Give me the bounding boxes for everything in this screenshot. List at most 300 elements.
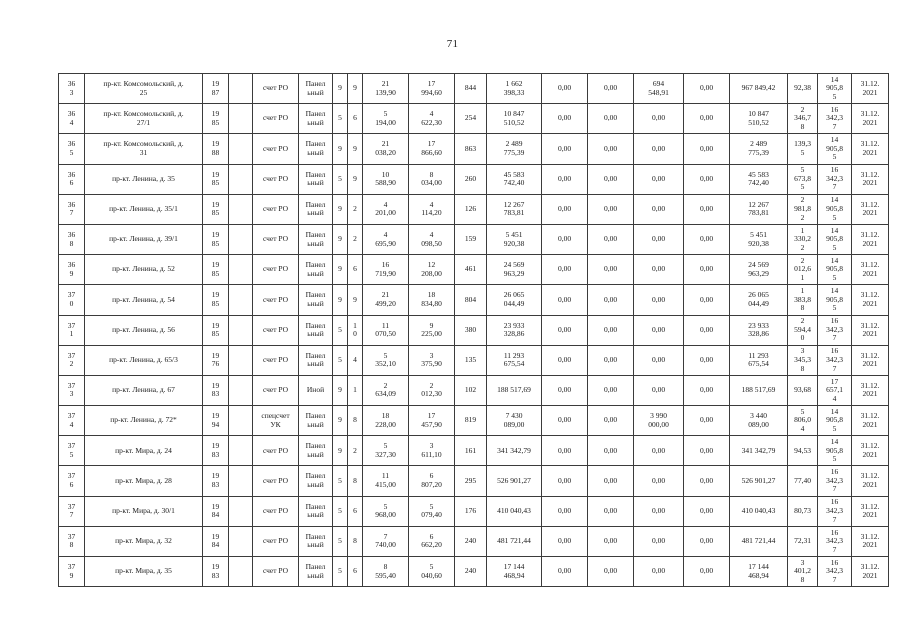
total-cost-cell: 188 517,69 (487, 375, 542, 405)
table-row (59, 315, 889, 345)
cost-regional-cell: 0,00 (588, 375, 634, 405)
total-area-cell: 11 070,50 (363, 315, 409, 345)
address-cell: пр-кт. Ленина, д. 56 (85, 315, 203, 345)
completion-date-cell: 31.12. 2021 (852, 496, 889, 526)
fund-method-cell: счет РО (253, 134, 299, 164)
floors-cell: 9 (333, 375, 348, 405)
table-row (59, 466, 889, 496)
floors-cell: 9 (333, 134, 348, 164)
total-cost-cell: 12 267 783,81 (487, 194, 542, 224)
cost-owners-cell: 410 040,43 (730, 496, 788, 526)
unit-cost-cell: 72,31 (788, 526, 818, 556)
build-year-cell: 19 85 (203, 315, 229, 345)
total-cost-cell: 5 451 920,38 (487, 224, 542, 254)
total-area-cell: 4 695,90 (363, 224, 409, 254)
completion-date-cell: 31.12. 2021 (852, 224, 889, 254)
floors-cell: 9 (333, 255, 348, 285)
unit-limit-cell: 14 905,8 5 (818, 224, 852, 254)
row-number-cell: 37 7 (59, 496, 85, 526)
unit-limit-cell: 16 342,3 7 (818, 466, 852, 496)
completion-date-cell: 31.12. 2021 (852, 406, 889, 436)
living-area-cell: 8 034,00 (409, 164, 455, 194)
floors-cell: 5 (333, 345, 348, 375)
wall-material-cell: Панел ьный (299, 436, 333, 466)
total-cost-cell: 23 933 328,86 (487, 315, 542, 345)
unit-limit-cell: 14 905,8 5 (818, 255, 852, 285)
living-area-cell: 17 457,90 (409, 406, 455, 436)
fund-method-cell: счет РО (253, 194, 299, 224)
table-row (59, 194, 889, 224)
total-cost-cell: 410 040,43 (487, 496, 542, 526)
blank-cell (229, 526, 253, 556)
wall-material-cell: Иной (299, 375, 333, 405)
cost-local-cell: 0,00 (634, 496, 684, 526)
build-year-cell: 19 85 (203, 194, 229, 224)
floors-cell: 9 (333, 224, 348, 254)
address-cell: пр-кт. Мира, д. 24 (85, 436, 203, 466)
total-area-cell: 4 201,00 (363, 194, 409, 224)
completion-date-cell: 31.12. 2021 (852, 104, 889, 134)
unit-limit-cell: 14 905,8 5 (818, 134, 852, 164)
completion-date-cell: 31.12. 2021 (852, 345, 889, 375)
unit-limit-cell: 14 905,8 5 (818, 74, 852, 104)
cost-owners-cell: 188 517,69 (730, 375, 788, 405)
residents-cell: 161 (455, 436, 487, 466)
cost-federal-cell: 0,00 (542, 436, 588, 466)
cost-other-cell: 0,00 (684, 194, 730, 224)
blank-cell (229, 315, 253, 345)
cost-owners-cell: 12 267 783,81 (730, 194, 788, 224)
row-number-cell: 36 4 (59, 104, 85, 134)
row-number-cell: 37 1 (59, 315, 85, 345)
fund-method-cell: счет РО (253, 224, 299, 254)
cost-local-cell: 0,00 (634, 134, 684, 164)
fund-method-cell: счет РО (253, 345, 299, 375)
cost-federal-cell: 0,00 (542, 134, 588, 164)
residents-cell: 159 (455, 224, 487, 254)
cost-owners-cell: 3 440 089,00 (730, 406, 788, 436)
unit-cost-cell: 1 330,2 2 (788, 224, 818, 254)
unit-cost-cell: 1 383,8 8 (788, 285, 818, 315)
cost-federal-cell: 0,00 (542, 224, 588, 254)
residents-cell: 804 (455, 285, 487, 315)
cost-regional-cell: 0,00 (588, 74, 634, 104)
cost-local-cell: 0,00 (634, 557, 684, 587)
total-cost-cell: 17 144 468,94 (487, 557, 542, 587)
floors-cell: 9 (333, 406, 348, 436)
address-cell: пр-кт. Ленина, д. 67 (85, 375, 203, 405)
table-row (59, 557, 889, 587)
residents-cell: 844 (455, 74, 487, 104)
floors-cell: 5 (333, 466, 348, 496)
build-year-cell: 19 83 (203, 557, 229, 587)
table-row (59, 436, 889, 466)
total-area-cell: 21 499,20 (363, 285, 409, 315)
address-cell: пр-кт. Мира, д. 30/1 (85, 496, 203, 526)
cost-other-cell: 0,00 (684, 345, 730, 375)
cost-owners-cell: 2 489 775,39 (730, 134, 788, 164)
cost-other-cell: 0,00 (684, 164, 730, 194)
wall-material-cell: Панел ьный (299, 194, 333, 224)
living-area-cell: 17 866,60 (409, 134, 455, 164)
cost-local-cell: 694 548,91 (634, 74, 684, 104)
build-year-cell: 19 85 (203, 164, 229, 194)
cost-federal-cell: 0,00 (542, 74, 588, 104)
cost-other-cell: 0,00 (684, 315, 730, 345)
entrances-cell: 9 (348, 134, 363, 164)
blank-cell (229, 104, 253, 134)
unit-limit-cell: 16 342,3 7 (818, 557, 852, 587)
unit-cost-cell: 77,40 (788, 466, 818, 496)
entrances-cell: 6 (348, 255, 363, 285)
wall-material-cell: Панел ьный (299, 164, 333, 194)
wall-material-cell: Панел ьный (299, 74, 333, 104)
completion-date-cell: 31.12. 2021 (852, 134, 889, 164)
fund-method-cell: счет РО (253, 164, 299, 194)
residents-cell: 135 (455, 345, 487, 375)
wall-material-cell: Панел ьный (299, 134, 333, 164)
unit-cost-cell: 94,53 (788, 436, 818, 466)
row-number-cell: 37 3 (59, 375, 85, 405)
address-cell: пр-кт. Ленина, д. 72* (85, 406, 203, 436)
total-area-cell: 21 139,90 (363, 74, 409, 104)
total-area-cell: 10 588,90 (363, 164, 409, 194)
cost-regional-cell: 0,00 (588, 194, 634, 224)
floors-cell: 9 (333, 194, 348, 224)
total-cost-cell: 24 569 963,29 (487, 255, 542, 285)
blank-cell (229, 466, 253, 496)
total-cost-cell: 481 721,44 (487, 526, 542, 556)
living-area-cell: 12 208,00 (409, 255, 455, 285)
total-area-cell: 18 228,00 (363, 406, 409, 436)
cost-regional-cell: 0,00 (588, 315, 634, 345)
cost-owners-cell: 17 144 468,94 (730, 557, 788, 587)
build-year-cell: 19 85 (203, 104, 229, 134)
cost-other-cell: 0,00 (684, 557, 730, 587)
fund-method-cell: счет РО (253, 104, 299, 134)
blank-cell (229, 164, 253, 194)
total-cost-cell: 341 342,79 (487, 436, 542, 466)
cost-regional-cell: 0,00 (588, 255, 634, 285)
row-number-cell: 37 4 (59, 406, 85, 436)
row-number-cell: 37 9 (59, 557, 85, 587)
living-area-cell: 3 375,90 (409, 345, 455, 375)
unit-cost-cell: 2 012,6 1 (788, 255, 818, 285)
unit-limit-cell: 17 657,1 4 (818, 375, 852, 405)
cost-regional-cell: 0,00 (588, 104, 634, 134)
total-cost-cell: 1 662 398,33 (487, 74, 542, 104)
residents-cell: 126 (455, 194, 487, 224)
build-year-cell: 19 85 (203, 285, 229, 315)
living-area-cell: 3 611,10 (409, 436, 455, 466)
entrances-cell: 6 (348, 104, 363, 134)
blank-cell (229, 375, 253, 405)
table-row (59, 134, 889, 164)
wall-material-cell: Панел ьный (299, 466, 333, 496)
floors-cell: 5 (333, 526, 348, 556)
entrances-cell: 9 (348, 164, 363, 194)
wall-material-cell: Панел ьный (299, 315, 333, 345)
fund-method-cell: спецсчет УК (253, 406, 299, 436)
cost-federal-cell: 0,00 (542, 194, 588, 224)
total-area-cell: 5 194,00 (363, 104, 409, 134)
completion-date-cell: 31.12. 2021 (852, 315, 889, 345)
wall-material-cell: Панел ьный (299, 285, 333, 315)
blank-cell (229, 74, 253, 104)
build-year-cell: 19 83 (203, 375, 229, 405)
entrances-cell: 6 (348, 557, 363, 587)
cost-regional-cell: 0,00 (588, 557, 634, 587)
residents-cell: 295 (455, 466, 487, 496)
table-row (59, 496, 889, 526)
cost-local-cell: 0,00 (634, 375, 684, 405)
entrances-cell: 1 (348, 375, 363, 405)
address-cell: пр-кт. Ленина, д. 35/1 (85, 194, 203, 224)
table-row (59, 74, 889, 104)
residents-cell: 240 (455, 557, 487, 587)
total-area-cell: 8 595,40 (363, 557, 409, 587)
unit-limit-cell: 16 342,3 7 (818, 315, 852, 345)
residents-cell: 863 (455, 134, 487, 164)
living-area-cell: 17 994,60 (409, 74, 455, 104)
cost-owners-cell: 967 849,42 (730, 74, 788, 104)
entrances-cell: 6 (348, 496, 363, 526)
cost-other-cell: 0,00 (684, 526, 730, 556)
build-year-cell: 19 87 (203, 74, 229, 104)
floors-cell: 5 (333, 315, 348, 345)
cost-regional-cell: 0,00 (588, 466, 634, 496)
table-row (59, 345, 889, 375)
blank-cell (229, 345, 253, 375)
wall-material-cell: Панел ьный (299, 104, 333, 134)
cost-federal-cell: 0,00 (542, 375, 588, 405)
blank-cell (229, 255, 253, 285)
total-area-cell: 11 415,00 (363, 466, 409, 496)
wall-material-cell: Панел ьный (299, 526, 333, 556)
unit-cost-cell: 2 981,8 2 (788, 194, 818, 224)
cost-local-cell: 0,00 (634, 224, 684, 254)
cost-regional-cell: 0,00 (588, 134, 634, 164)
address-cell: пр-кт. Комсомольский, д. 27/1 (85, 104, 203, 134)
residents-cell: 240 (455, 526, 487, 556)
living-area-cell: 4 098,50 (409, 224, 455, 254)
unit-cost-cell: 5 673,8 5 (788, 164, 818, 194)
entrances-cell: 9 (348, 285, 363, 315)
living-area-cell: 18 834,80 (409, 285, 455, 315)
row-number-cell: 36 7 (59, 194, 85, 224)
row-number-cell: 37 0 (59, 285, 85, 315)
total-area-cell: 5 327,30 (363, 436, 409, 466)
row-number-cell: 36 3 (59, 74, 85, 104)
housing-registry-table (58, 73, 889, 587)
fund-method-cell: счет РО (253, 526, 299, 556)
address-cell: пр-кт. Комсомольский, д. 31 (85, 134, 203, 164)
cost-other-cell: 0,00 (684, 134, 730, 164)
row-number-cell: 37 5 (59, 436, 85, 466)
cost-local-cell: 0,00 (634, 104, 684, 134)
address-cell: пр-кт. Мира, д. 32 (85, 526, 203, 556)
total-cost-cell: 45 583 742,40 (487, 164, 542, 194)
address-cell: пр-кт. Мира, д. 35 (85, 557, 203, 587)
cost-owners-cell: 24 569 963,29 (730, 255, 788, 285)
cost-regional-cell: 0,00 (588, 285, 634, 315)
entrances-cell: 2 (348, 194, 363, 224)
completion-date-cell: 31.12. 2021 (852, 285, 889, 315)
row-number-cell: 36 8 (59, 224, 85, 254)
living-area-cell: 9 225,00 (409, 315, 455, 345)
wall-material-cell: Панел ьный (299, 406, 333, 436)
build-year-cell: 19 85 (203, 255, 229, 285)
blank-cell (229, 224, 253, 254)
cost-federal-cell: 0,00 (542, 255, 588, 285)
total-area-cell: 2 634,09 (363, 375, 409, 405)
entrances-cell: 9 (348, 74, 363, 104)
fund-method-cell: счет РО (253, 285, 299, 315)
residents-cell: 176 (455, 496, 487, 526)
floors-cell: 5 (333, 557, 348, 587)
row-number-cell: 36 9 (59, 255, 85, 285)
total-area-cell: 16 719,90 (363, 255, 409, 285)
completion-date-cell: 31.12. 2021 (852, 194, 889, 224)
cost-other-cell: 0,00 (684, 436, 730, 466)
cost-local-cell: 0,00 (634, 466, 684, 496)
living-area-cell: 6 807,20 (409, 466, 455, 496)
build-year-cell: 19 94 (203, 406, 229, 436)
table-body (59, 74, 889, 587)
table-row (59, 526, 889, 556)
table-row (59, 255, 889, 285)
row-number-cell: 37 6 (59, 466, 85, 496)
living-area-cell: 5 079,40 (409, 496, 455, 526)
living-area-cell: 6 662,20 (409, 526, 455, 556)
address-cell: пр-кт. Ленина, д. 65/3 (85, 345, 203, 375)
floors-cell: 5 (333, 104, 348, 134)
fund-method-cell: счет РО (253, 74, 299, 104)
unit-cost-cell: 5 806,0 4 (788, 406, 818, 436)
total-cost-cell: 526 901,27 (487, 466, 542, 496)
total-cost-cell: 7 430 089,00 (487, 406, 542, 436)
unit-limit-cell: 16 342,3 7 (818, 526, 852, 556)
unit-limit-cell: 16 342,3 7 (818, 164, 852, 194)
blank-cell (229, 285, 253, 315)
cost-regional-cell: 0,00 (588, 164, 634, 194)
cost-regional-cell: 0,00 (588, 436, 634, 466)
completion-date-cell: 31.12. 2021 (852, 526, 889, 556)
unit-limit-cell: 14 905,8 5 (818, 436, 852, 466)
blank-cell (229, 406, 253, 436)
cost-other-cell: 0,00 (684, 406, 730, 436)
total-cost-cell: 10 847 510,52 (487, 104, 542, 134)
total-cost-cell: 2 489 775,39 (487, 134, 542, 164)
entrances-cell: 2 (348, 436, 363, 466)
unit-limit-cell: 16 342,3 7 (818, 345, 852, 375)
residents-cell: 380 (455, 315, 487, 345)
entrances-cell: 4 (348, 345, 363, 375)
cost-owners-cell: 10 847 510,52 (730, 104, 788, 134)
cost-federal-cell: 0,00 (542, 557, 588, 587)
fund-method-cell: счет РО (253, 315, 299, 345)
cost-regional-cell: 0,00 (588, 345, 634, 375)
completion-date-cell: 31.12. 2021 (852, 436, 889, 466)
cost-regional-cell: 0,00 (588, 224, 634, 254)
completion-date-cell: 31.12. 2021 (852, 74, 889, 104)
entrances-cell: 8 (348, 466, 363, 496)
fund-method-cell: счет РО (253, 255, 299, 285)
cost-other-cell: 0,00 (684, 285, 730, 315)
cost-federal-cell: 0,00 (542, 104, 588, 134)
address-cell: пр-кт. Ленина, д. 39/1 (85, 224, 203, 254)
cost-federal-cell: 0,00 (542, 496, 588, 526)
cost-federal-cell: 0,00 (542, 315, 588, 345)
build-year-cell: 19 88 (203, 134, 229, 164)
fund-method-cell: счет РО (253, 375, 299, 405)
table-row (59, 375, 889, 405)
unit-cost-cell: 2 594,4 0 (788, 315, 818, 345)
living-area-cell: 2 012,30 (409, 375, 455, 405)
unit-limit-cell: 14 905,8 5 (818, 406, 852, 436)
unit-cost-cell: 2 346,7 8 (788, 104, 818, 134)
row-number-cell: 36 6 (59, 164, 85, 194)
unit-cost-cell: 93,68 (788, 375, 818, 405)
cost-local-cell: 0,00 (634, 436, 684, 466)
cost-owners-cell: 11 293 675,54 (730, 345, 788, 375)
build-year-cell: 19 76 (203, 345, 229, 375)
residents-cell: 461 (455, 255, 487, 285)
build-year-cell: 19 83 (203, 436, 229, 466)
build-year-cell: 19 83 (203, 466, 229, 496)
cost-local-cell: 0,00 (634, 285, 684, 315)
cost-owners-cell: 23 933 328,86 (730, 315, 788, 345)
cost-owners-cell: 26 065 044,49 (730, 285, 788, 315)
row-number-cell: 36 5 (59, 134, 85, 164)
unit-cost-cell: 92,38 (788, 74, 818, 104)
floors-cell: 9 (333, 285, 348, 315)
unit-cost-cell: 80,73 (788, 496, 818, 526)
completion-date-cell: 31.12. 2021 (852, 466, 889, 496)
cost-federal-cell: 0,00 (542, 406, 588, 436)
residents-cell: 819 (455, 406, 487, 436)
total-cost-cell: 26 065 044,49 (487, 285, 542, 315)
unit-limit-cell: 14 905,8 5 (818, 194, 852, 224)
cost-local-cell: 0,00 (634, 194, 684, 224)
total-cost-cell: 11 293 675,54 (487, 345, 542, 375)
blank-cell (229, 436, 253, 466)
cost-federal-cell: 0,00 (542, 164, 588, 194)
address-cell: пр-кт. Мира, д. 28 (85, 466, 203, 496)
wall-material-cell: Панел ьный (299, 224, 333, 254)
address-cell: пр-кт. Ленина, д. 52 (85, 255, 203, 285)
completion-date-cell: 31.12. 2021 (852, 557, 889, 587)
blank-cell (229, 194, 253, 224)
cost-other-cell: 0,00 (684, 104, 730, 134)
total-area-cell: 5 968,00 (363, 496, 409, 526)
unit-cost-cell: 139,3 5 (788, 134, 818, 164)
cost-local-cell: 0,00 (634, 345, 684, 375)
completion-date-cell: 31.12. 2021 (852, 255, 889, 285)
page-number: 71 (446, 38, 459, 50)
cost-owners-cell: 526 901,27 (730, 466, 788, 496)
cost-owners-cell: 341 342,79 (730, 436, 788, 466)
blank-cell (229, 496, 253, 526)
blank-cell (229, 134, 253, 164)
table-row (59, 164, 889, 194)
living-area-cell: 5 040,60 (409, 557, 455, 587)
cost-other-cell: 0,00 (684, 224, 730, 254)
living-area-cell: 4 622,30 (409, 104, 455, 134)
table-row (59, 104, 889, 134)
unit-limit-cell: 16 342,3 7 (818, 496, 852, 526)
residents-cell: 260 (455, 164, 487, 194)
